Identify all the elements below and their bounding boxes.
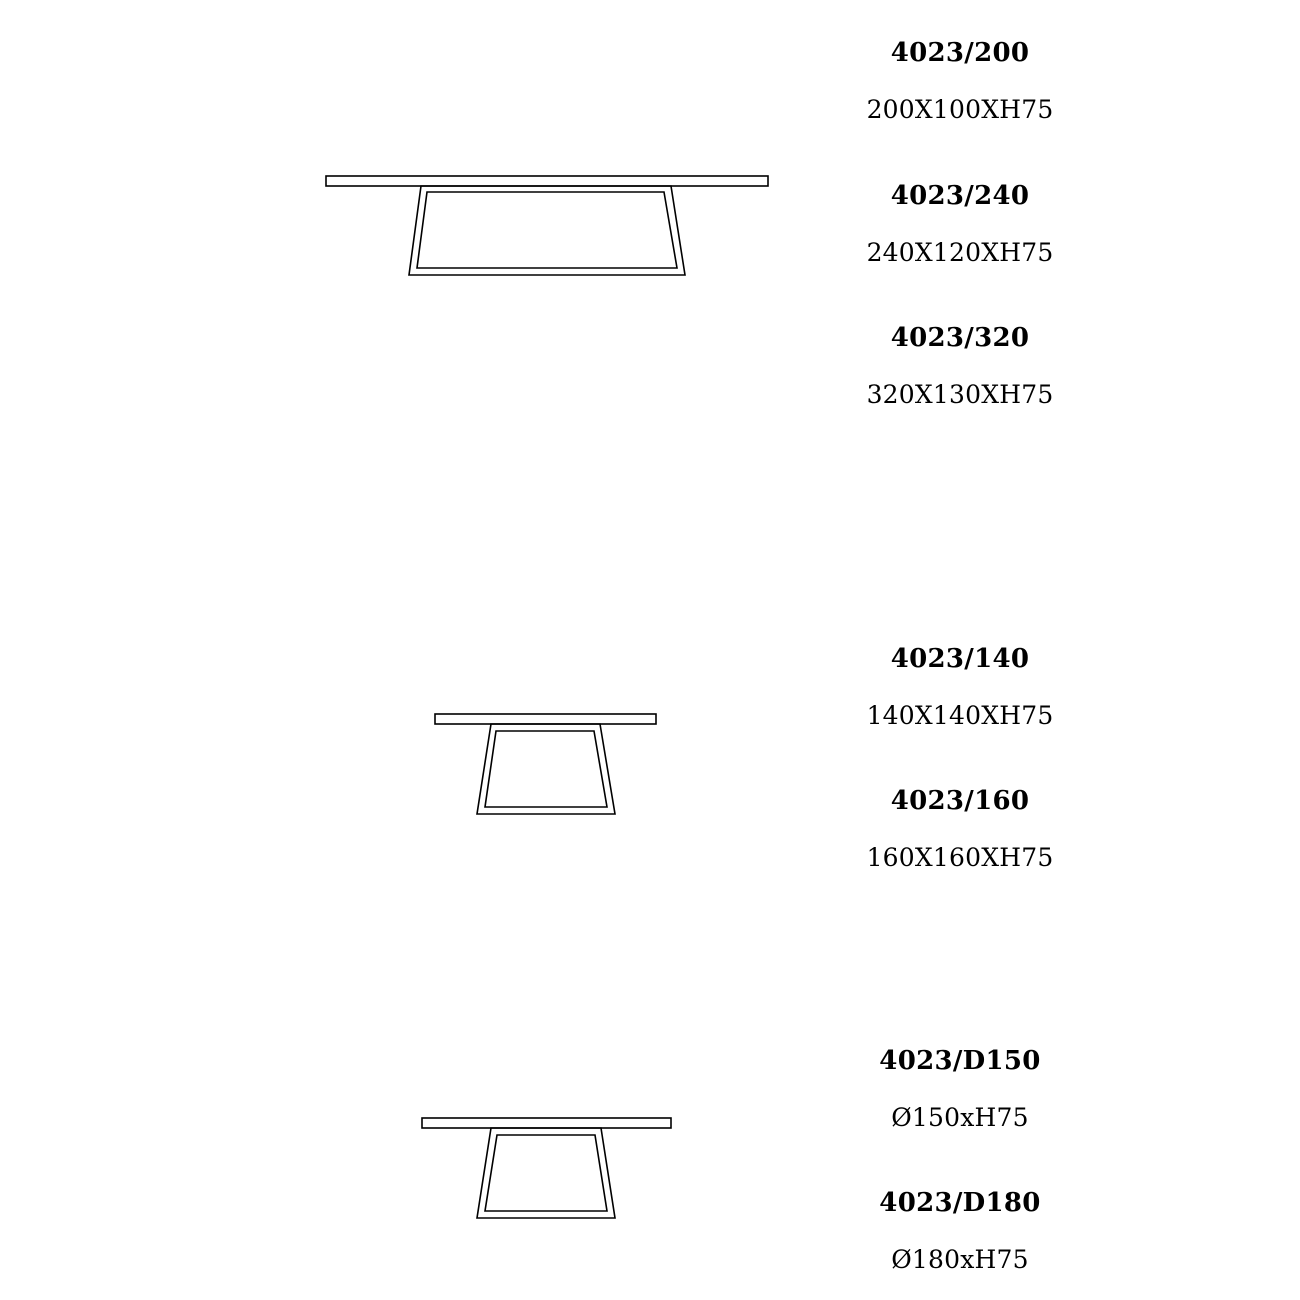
- model-code: 4023/320: [890, 323, 1030, 353]
- table-base-outer: [477, 724, 615, 814]
- model-dimensions: 140X140XH75: [866, 701, 1054, 730]
- model-code: 4023/200: [890, 38, 1030, 68]
- model-dimensions: 240X120XH75: [866, 238, 1054, 267]
- table-base-outer: [409, 186, 685, 275]
- model-code: 4023/D150: [879, 1046, 1041, 1076]
- model-group-square: [780, 640, 1140, 880]
- model-group-rectangular: [780, 0, 1140, 420]
- model-dimensions: Ø150xH75: [891, 1103, 1029, 1132]
- model-code: 4023/D180: [879, 1188, 1041, 1218]
- table-base-inner: [485, 1135, 607, 1211]
- model-dimensions: 160X160XH75: [866, 843, 1054, 872]
- model-code: 4023/240: [890, 181, 1030, 211]
- table-base-inner: [485, 731, 607, 807]
- model-code: 4023/140: [890, 644, 1030, 674]
- square-table-drawing: [435, 714, 656, 814]
- round-table-drawing: [422, 1118, 671, 1218]
- rectangular-table-drawing: [326, 176, 768, 275]
- model-group-round: [780, 1040, 1140, 1290]
- model-dimensions: Ø180xH75: [891, 1245, 1029, 1274]
- table-base-outer: [477, 1128, 615, 1218]
- model-dimensions: 320X130XH75: [866, 380, 1054, 409]
- table-top: [326, 176, 768, 186]
- table-base-inner: [417, 192, 677, 268]
- model-dimensions: 200X100XH75: [866, 95, 1054, 124]
- table-top: [422, 1118, 671, 1128]
- table-top: [435, 714, 656, 724]
- model-code: 4023/160: [890, 786, 1030, 816]
